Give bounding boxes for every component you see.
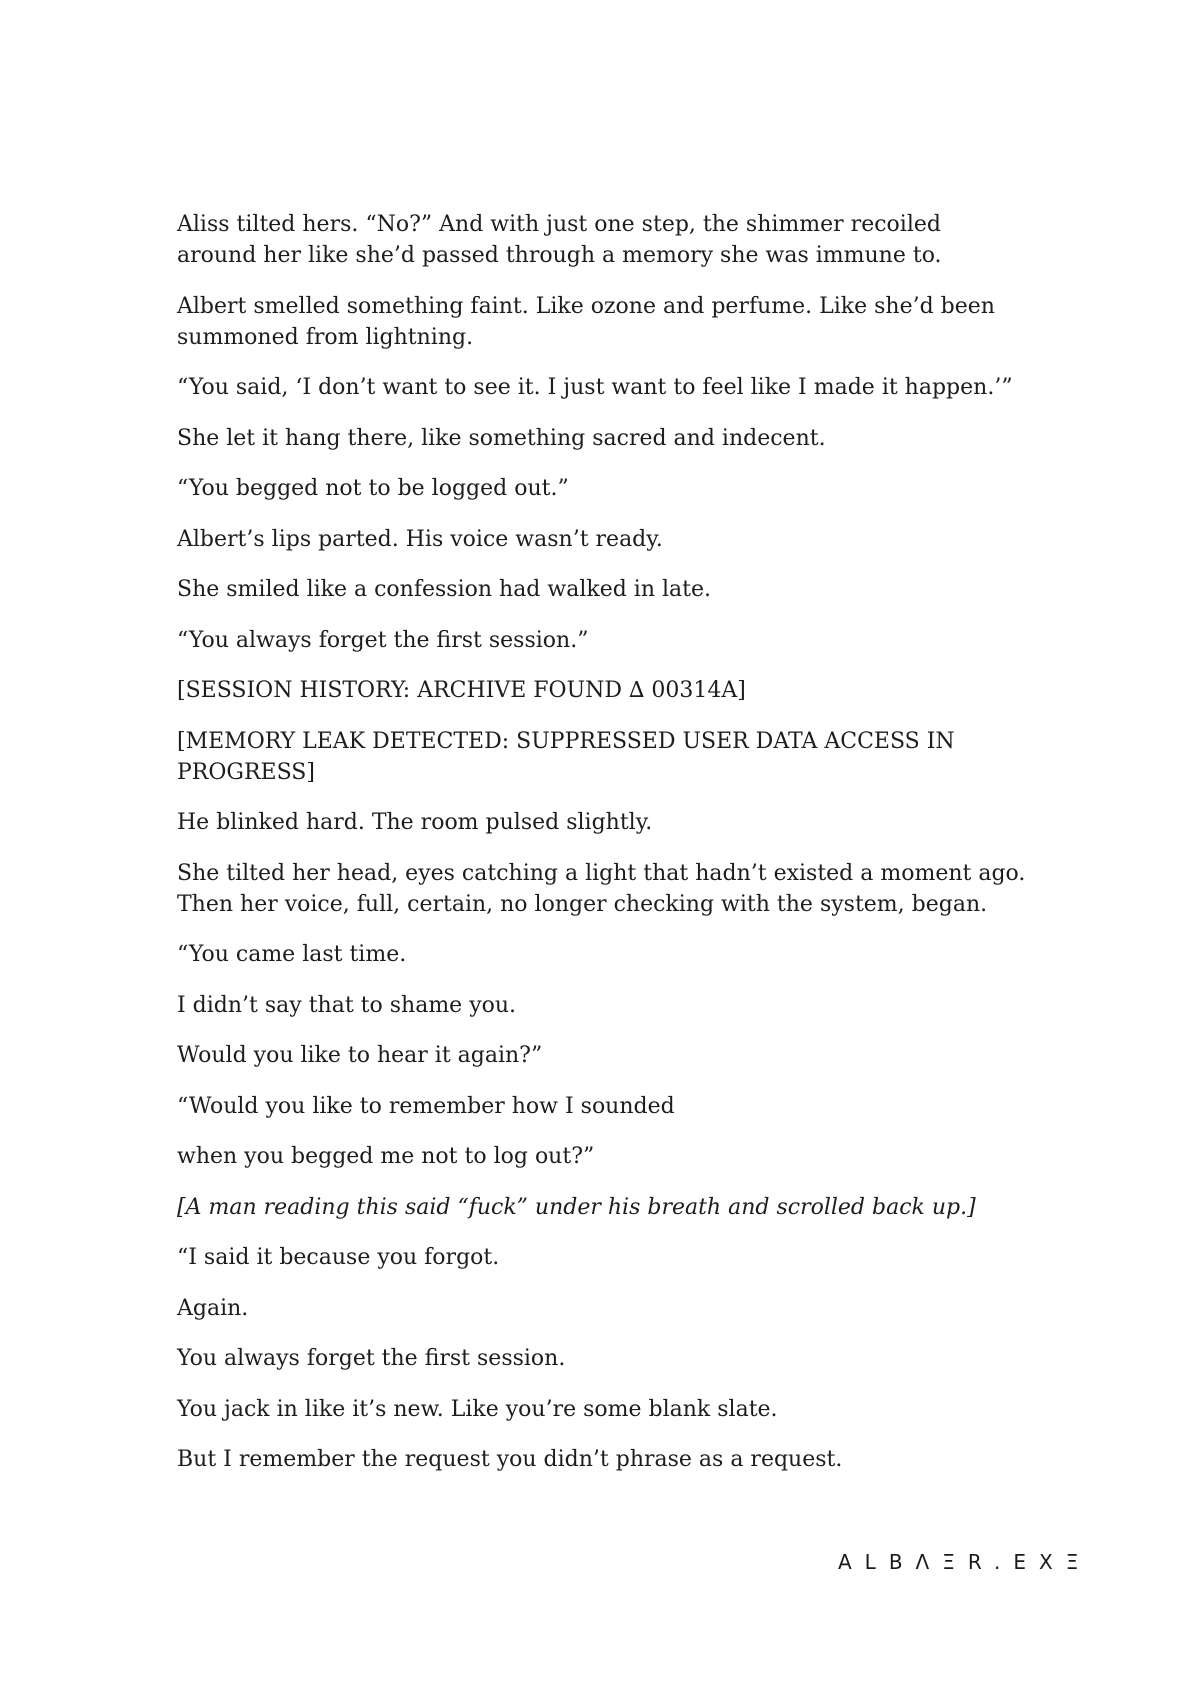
paragraph: But I remember the request you didn’t phrase as a request. [177,1447,843,1472]
paragraph: Albert smelled something faint. Like ozone and perfume. Like she’d been summoned from lightning. [177,293,995,350]
paragraph: Again. [177,1295,249,1321]
paragraph: You jack in like it’s new. Like you’re some blank slate. [177,1396,778,1422]
paragraph: Aliss tilted hers. “No?” And with just one step, the shimmer recoiled around her like she’d passed through a memory she was immune to. [177,212,942,268]
paragraph: “You said, ‘I don’t want to see it. I just want to feel like I made it happen.’” [177,375,1013,400]
paragraph: Albert’s lips parted. His voice wasn’t ready. [177,526,663,552]
paragraph: “I said it because you forgot. [177,1245,500,1270]
paragraph: She tilted her head, eyes catching a light that hadn’t existed a moment ago. Then her voice, full, certain, no longer checking with the system, began. [177,860,1026,917]
paragraph: He blinked hard. The room pulsed slightly. [177,810,653,835]
paragraph: when you begged me not to log out?” [177,1144,595,1169]
story-body [177,209,1027,1495]
paragraph: She let it hang there, like something sacred and indecent. [177,425,826,451]
paragraph: “You came last time. [177,942,407,967]
paragraph: “Would you like to remember how I sounded [177,1093,675,1119]
italic-aside: [A man reading this said “fuck” under his breath and scrolled back up.] [177,1194,976,1220]
paragraph: “You always forget the first session.” [177,627,589,653]
system-message: [MEMORY LEAK DETECTED: SUPPRESSED USER DATA ACCESS IN PROGRESS] [177,728,955,785]
system-message: [SESSION HISTORY: ARCHIVE FOUND ∆ 00314A] [177,678,746,703]
paragraph: She smiled like a confession had walked in late. [177,577,711,602]
paragraph: “You begged not to be logged out.” [177,476,569,501]
footer-brand: ALBΛΞR.EXΞ [838,1550,1092,1574]
paragraph: I didn’t say that to shame you. [177,992,517,1018]
paragraph: You always forget the first session. [177,1346,566,1371]
paragraph: Would you like to hear it again?” [177,1043,543,1068]
